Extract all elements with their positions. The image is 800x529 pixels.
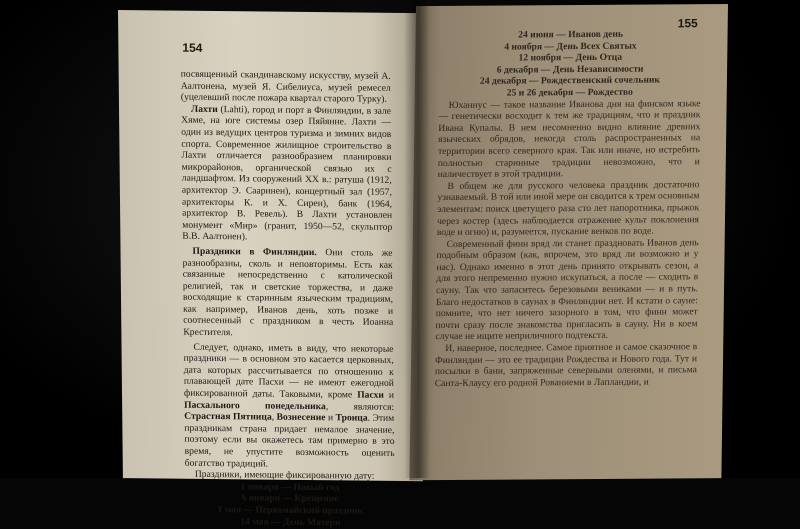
page-number-left: 154 <box>182 40 203 55</box>
paragraph-fixed-dates-intro: Праздники, имеющие фиксированную дату: <box>194 469 375 482</box>
holiday-date-line: 12 ноября — День Отца <box>518 51 623 64</box>
paragraph-juhannus: Юханнус — такое название Иванова дня на финском языке — генетически восходит к тем же традициям, что и праздник Ивана Купалы. В нем несомненно видно влияние древних языческих обрядов, некогда столь распространенных на территории всего северного края. Так или иначе, но истребить полностью старинные традиции невозможно, что и наличествует в этой традиции. <box>437 97 701 181</box>
holiday-date-line: 24 декабря — Рождественский сочельник <box>479 74 661 88</box>
paragraph-modern-finn: Современный финн вряд ли станет праздновать Иванов день подобным образом (как, впрочем, это вряд ли возможно и у нас). Однако именно в этот день принято открывать сезон, а для этого непременно нужно искупаться, а после — сходить в сауну. Так что запаситесь березовыми вениками — и в путь. Благо недостатков в саунах в Финляндии нет. И кстати о сауне: помните, что нет ничего зазорного в том, что финн может почти сразу после знакомства пригласить в сауну. Ни в коем случае не ищите неприличного подтекста. <box>435 236 699 343</box>
paragraph-moveable-feasts: Следует, однако, иметь в виду, что некоторые праздники — в основном это касается церковных, дата которых рассчитывается по отношению к плавающей дате Пасхи — не имеют ежегодной фиксированной даты. Таковыми, кроме Пасхи и Пасхального понедельника, являются: Страстная Пятница, Вознесение и Троица. Этим праздникам страна придает немалое значение, поэтому если вы окажетесь там примерно в это время, не упустите возможность оценить богатство традиций. <box>183 341 395 470</box>
holiday-date-line: 1 января — Новый год <box>240 481 340 494</box>
left-page <box>118 10 423 528</box>
paragraph-holidays <box>182 246 393 341</box>
holidays-text: Они столь же разнообразны, сколь и неповторимы. Есть как связанные непосредственно с католической религией, так и светские торжества, и даже восходящие к старинным языческим традициям, как например, Иванов день, хоть позже и соотнесенный с праздником в честь Иоанна Крестителя. <box>182 247 394 339</box>
holiday-date-line: 6 декабря — День Независимости <box>496 63 644 76</box>
right-page-text <box>435 28 702 389</box>
holiday-date-line: 1 мая — Первомайский праздник <box>217 504 364 517</box>
lahti-text: (Lahti), город и порт в Финляндии, в зале Хяме, на юге системы озер Пяйянне. Лахти — один из ведущих центров туризма и зимних видов спорта. Современное жилищное строительство в Лахти отличается разнообразием планировки микрорайонов, органической связью их с ландшафтом. Из сооружений XX в.: ратуша (1912, архитектор Э. Сааринен), концертный зал (1957, архитекторы К. и Х. Сирен), банк (1964, архитектор В. Ревель). В Лахти установлен монумент «Мир» (гранит, 1950—52, скульптор В.В. Аалтонен). <box>181 103 393 243</box>
paragraph-museums: посвященный скандинавскому искусству, музей А. Аалтонена, музей Я. Сибелиуса, музей ремесел (уцелевший после пожара квартал старого Турку). <box>180 68 391 106</box>
left-page-text <box>181 69 396 529</box>
holiday-date-line: 4 ноября — День Всех Святых <box>504 40 637 53</box>
paragraph-traditions: В общем же для русского человека праздник достаточно узнаваемый. В той или иной мере он сводится к трем основным элементам: поиск цветущего раза сто лет папоротника, прыжок через костер (здесь наблюдается отражение культ поклонения воде и огню) и, разумеется, пускание венков по воде. <box>436 178 700 239</box>
holiday-date-line: 14 мая — День Матери <box>240 515 341 528</box>
page-number-right: 155 <box>677 16 698 31</box>
lahti-heading: Лахти <box>190 103 218 115</box>
right-page <box>409 4 728 480</box>
paragraph-christmas: И, наверное, последнее. Самое приятное и самое сказочное в Финляндии — это ее традиции Рождества и Нового года. Тут и посылки в бани, запряженные северными оленями, и письма Санта-Клаусу его родной Рованиеми в Лапландии, и <box>434 341 698 389</box>
holidays-heading: Праздники в Финляндии. <box>192 245 317 259</box>
holiday-date-line: 6 января — Крещение <box>241 492 339 505</box>
paragraph-lahti <box>181 103 392 244</box>
holiday-date-line: 24 июня — Иванов день <box>518 28 624 41</box>
holiday-date-line: 25 и 26 декабря — Рождество <box>506 86 633 99</box>
